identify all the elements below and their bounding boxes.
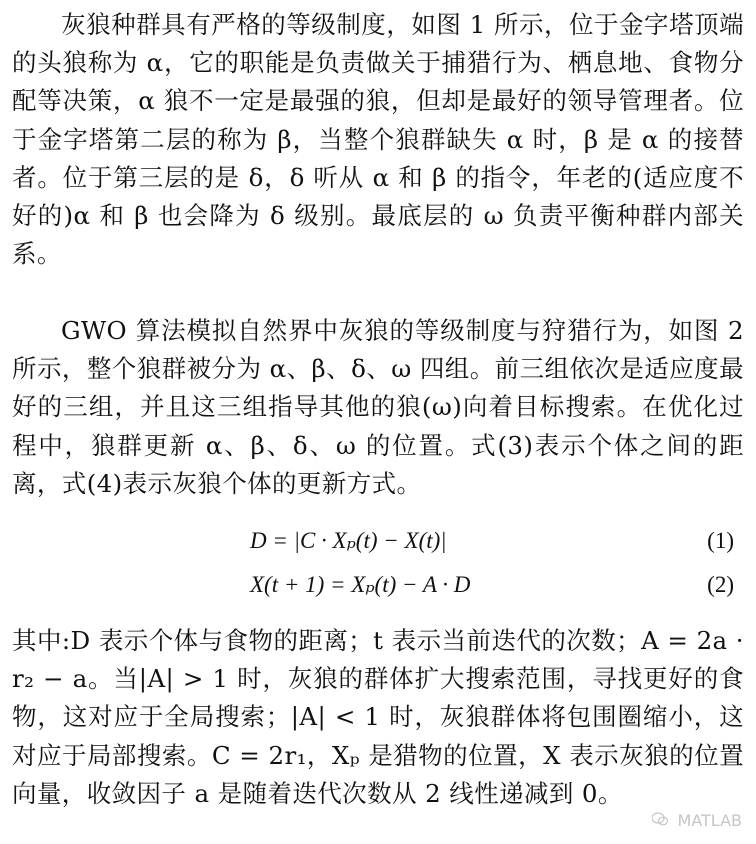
equation-formula: D = |C · Xₚ(t) − X(t)|: [250, 528, 447, 553]
equation-number: (2): [707, 572, 734, 597]
equation-formula: X(t + 1) = Xₚ(t) − A · D: [250, 572, 471, 597]
watermark: [652, 811, 742, 830]
paragraph-text: 其中:D 表示个体与食物的距离；t 表示当前迭代的次数；A = 2a · r₂ − a。当|A| > 1 时，灰狼的群体扩大搜索范围，寻找更好的食物，这对应于全局搜索；|A| < 1 时，灰狼群体将包围圈缩小，这对应于局部搜索。C = 2r₁，Xₚ 是猎物的位置，X 表示灰狼的位置向量，收敛因子 a 是随着迭代次数从 2 线性递减到 0。: [12, 626, 744, 808]
equation-number: (1): [707, 528, 734, 553]
wechat-icon: [652, 811, 668, 830]
paragraph-text: 灰狼种群具有严格的等级制度，如图 1 所示，位于金字塔顶端的头狼称为 α，它的职能是负责做关于捕猎行为、栖息地、食物分配等决策，α 狼不一定是最强的狼，但却是最好的领导管理者。位于金字塔第二层的称为 β，当整个狼群缺失 α 时，β 是 α 的接替者。位于第三层的是 δ，δ 听从 α 和 β 的指令，年老的(适应度不好的)α 和 β 也会降为 δ 级别。最底层的 ω 负责平衡种群内部关系。: [12, 10, 744, 269]
paragraph-variable-definitions: [12, 622, 744, 813]
watermark-text: MATLAB: [677, 811, 742, 830]
paragraph-hierarchy: [12, 6, 744, 273]
paragraph-gwo-algorithm: [12, 312, 744, 503]
paragraph-text: GWO 算法模拟自然界中灰狼的等级制度与狩猎行为，如图 2 所示，整个狼群被分为 α、β、δ、ω 四组。前三组依次是适应度最好的三组，并且这三组指导其他的狼(ω)向着目标搜索。在优化过程中，狼群更新 α、β、δ、ω 的位置。式(3)表示个体之间的距离，式(4)表示灰狼个体的更新方式。: [12, 316, 744, 498]
equation-1: [0, 528, 756, 562]
equation-2: [0, 572, 756, 606]
